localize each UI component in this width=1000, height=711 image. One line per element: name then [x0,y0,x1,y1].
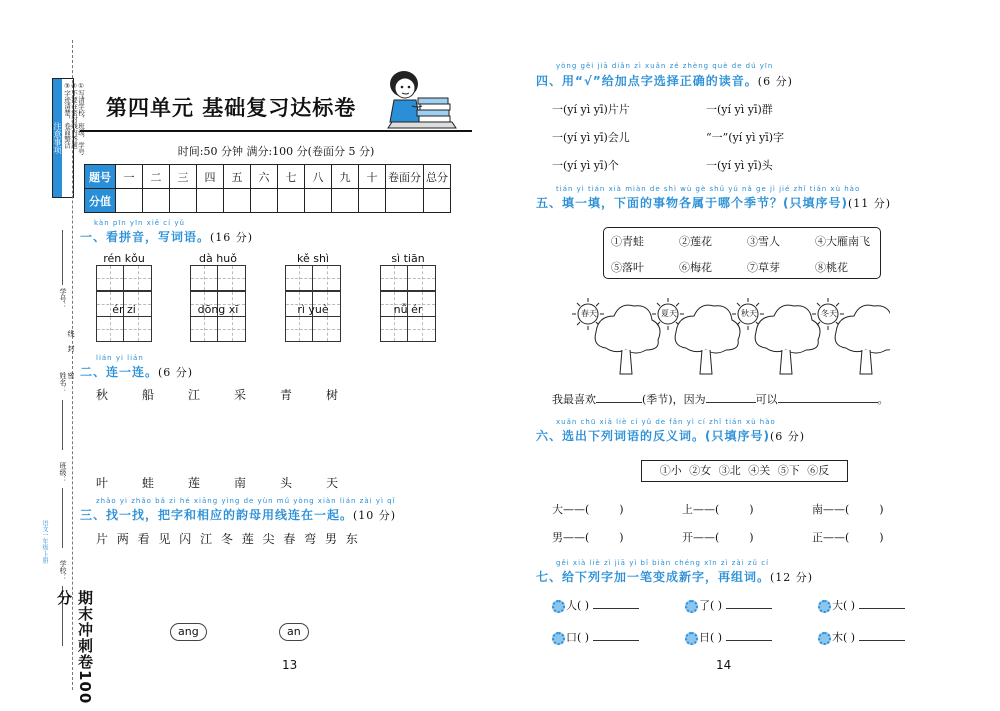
season-label-autumn: 秋天 [741,309,757,318]
season-option: ①青蛙 [611,235,644,248]
reason-blank[interactable] [706,393,756,403]
writing-grid[interactable] [285,316,341,342]
question-number-cell: 九 [332,165,359,189]
reading-choice[interactable]: 一(yí yì yī)片片 [552,103,630,116]
antonym-close: ) [749,531,754,544]
section-6-points: (6 分) [769,430,806,443]
stroke-item [552,629,639,645]
score-cell[interactable] [170,189,197,213]
student-id-blank[interactable] [62,230,63,285]
stroke-item [818,629,905,645]
section-2-points: (6 分) [158,366,194,379]
antonym-prompt: 开——( [682,531,720,544]
season-label-summer: 夏天 [661,309,677,318]
seal-word-feng: 封 [67,345,75,352]
section-3-pinyin: zhǎo yi zhǎo bǎ zì hé xiāng yìng de yùn mǔ yòng xiàn lián zài yì qǐ [96,497,396,505]
section-7-pinyin: gěi xià liè zì jiā yì bǐ biàn chéng xīn zì zài zǔ cí [556,559,770,567]
match-bottom-char[interactable]: 头 [280,476,293,490]
word-blank[interactable] [859,599,905,609]
pinyin-prompt: dà huǒ [199,252,237,265]
writing-grid[interactable] [96,265,152,291]
match-top-char[interactable]: 江 [188,388,201,402]
pinyin-prompt: ér zi [112,303,136,316]
notice-line: ①写清学校、班级、学号 [77,82,85,155]
writing-grid[interactable] [380,316,436,342]
section-2-title [80,363,193,380]
antonym-item [682,529,754,545]
score-table-header: 题号 [85,165,116,189]
score-table [84,164,451,213]
section-6-title [536,427,805,444]
section-3-title [80,506,396,523]
section-1-pinyin: kàn pīn yīn xiě cí yǔ [94,219,185,227]
question-number-cell: 七 [278,165,305,189]
reading-choice[interactable]: “一”(yí yì yī)字 [706,131,785,144]
flower-icon [552,632,565,645]
section-5-points: (11 分) [847,197,892,210]
antonym-prompt: 上——( [682,503,720,516]
flower-icon [685,600,698,613]
section-1-points: (16 分) [210,231,254,244]
section-5-title-text: 五、填一填，下面的事物各属于哪个季节？(只填序号) [536,196,848,210]
antonym-close: ) [879,531,884,544]
stroke-item [818,597,905,613]
word-blank[interactable] [593,631,639,641]
score-cell[interactable] [424,189,451,213]
sentence-part: 。 [877,393,889,406]
section-3-chars[interactable]: 片 两 看 见 闪 江 冬 莲 尖 春 弯 男 东 [96,532,358,546]
page-title: 第四单元 基础复习达标卷 [106,96,357,120]
season-trees-illustration [570,292,890,376]
antonym-close: ) [749,503,754,516]
notice-line: ③字迹清楚，卷面整洁 [63,82,71,149]
notice-lines [63,82,84,194]
writing-grid[interactable] [190,316,246,342]
antonym-prompt: 正——( [812,531,850,544]
school-label: 学校： [59,560,67,581]
section-6-title-text: 六、选出下列词语的反义词。(只填序号) [536,429,770,443]
antonym-item [552,501,624,517]
reading-choice[interactable]: 一(yí yì yī)头 [706,159,773,172]
pinyin-prompt: kě shì [296,252,329,265]
antonym-options: ①小 ②女 ③北 ④关 ⑤下 ⑥反 [641,460,848,482]
section-7-points: (12 分) [770,571,814,584]
brand-logo: 期末冲刺卷100分 [55,590,94,705]
stroke-item-char[interactable]: 日( ) [699,631,723,644]
antonym-item [552,529,624,545]
antonym-item [682,501,754,517]
writing-grid[interactable] [96,316,152,342]
boy-reading-illustration [382,64,462,130]
antonym-close: ) [879,503,884,516]
season-option: ④大雁南飞 [815,235,870,248]
score-cell[interactable] [143,189,170,213]
stroke-item-char[interactable]: 木( ) [832,631,856,644]
seal-word-xian: 线 [67,330,75,337]
writing-grid[interactable] [380,265,436,291]
section-5-title [536,194,891,211]
stroke-item-char[interactable]: 了( ) [699,599,723,612]
stroke-item-char[interactable]: 人( ) [566,599,590,612]
season-blank[interactable] [596,393,642,403]
season-option: ⑦草芽 [747,261,780,274]
antonym-item [812,529,884,545]
season-option: ③雪人 [747,235,780,248]
season-sentence [552,391,889,407]
antonym-prompt: 男——( [552,531,590,544]
student-id-label: 学号： [59,288,67,309]
stroke-item [552,597,639,613]
edition-label: 语文一年级·上册 [41,520,48,564]
pinyin-prompt: nǚ ér [393,303,423,316]
season-label-spring: 春天 [581,309,597,318]
flower-icon [552,600,565,613]
seal-word-mi: 密 [67,372,75,379]
question-number-cell: 总分 [424,165,451,189]
score-cell[interactable] [197,189,224,213]
section-4-points: (6 分) [757,75,793,88]
stroke-item-char[interactable]: 口( ) [566,631,590,644]
pinyin-prompt: dōng xī [197,303,239,316]
question-number-cell: 一 [116,165,143,189]
stroke-item [685,629,772,645]
pinyin-prompt: sì tiān [391,252,425,265]
section-6-pinyin: xuǎn chū xià liè cí yǔ de fǎn yì cí zhǐ tián xù hào [556,418,776,426]
writing-grid[interactable] [285,265,341,291]
section-4-pinyin: yòng gěi jiā diǎn zì xuǎn zé zhèng què de dú yīn [556,62,774,70]
match-bottom-char[interactable]: 叶 [96,476,109,490]
sentence-part: (季节)，因为 [642,393,706,406]
antonym-close: ) [619,503,624,516]
title-rule [80,130,472,132]
match-bottom-char[interactable]: 天 [326,476,339,490]
page-number: 13 [282,658,298,672]
pinyin-prompt: rén kǒu [103,252,145,265]
word-blank[interactable] [859,631,905,641]
name-blank[interactable] [62,400,63,450]
match-top-char[interactable]: 秋 [96,388,109,402]
section-4-title [536,72,793,89]
score-cell[interactable] [359,189,386,213]
flower-icon [818,600,831,613]
writing-grid[interactable] [190,265,246,291]
question-number-cell: 五 [224,165,251,189]
section-7-title [536,568,813,585]
final-oval-ang[interactable]: ang [170,623,207,641]
final-oval-an[interactable]: an [279,623,309,641]
match-top-char[interactable]: 青 [280,388,293,402]
section-2-pinyin: lián yi lián [96,354,144,362]
section-3-points: (10 分) [353,509,397,522]
match-bottom-char[interactable]: 蛙 [142,476,155,490]
antonym-item [812,501,884,517]
score-cell[interactable] [116,189,143,213]
sentence-part: 可以 [755,393,778,406]
antonym-close: ) [619,531,624,544]
question-number-cell: 三 [170,165,197,189]
word-blank[interactable] [726,631,772,641]
class-label: 班级： [59,462,67,483]
sentence-part: 我最喜欢 [552,393,596,406]
season-option: ⑤落叶 [611,261,644,274]
section-2-title-text: 二、连一连。 [80,365,159,379]
word-blank[interactable] [726,599,772,609]
pinyin-prompt: rì yuè [297,303,329,316]
question-number-cell: 四 [197,165,224,189]
word-blank[interactable] [593,599,639,609]
reading-choice[interactable]: 一(yí yì yī)群 [706,103,773,116]
question-number-cell: 卷面分 [386,165,424,189]
flower-icon [818,632,831,645]
section-7-title-text: 七、给下列字加一笔变成新字，再组词。 [536,570,771,584]
score-cell[interactable] [224,189,251,213]
match-bottom-char[interactable]: 莲 [188,476,201,490]
reading-choice[interactable]: 一(yí yì yī)个 [552,159,619,172]
class-blank[interactable] [62,488,63,548]
question-number-cell: 八 [305,165,332,189]
match-top-char[interactable]: 采 [234,388,247,402]
score-cell[interactable] [251,189,278,213]
section-3-title-text: 三、找一找，把字和相应的韵母用线连在一起。 [80,508,354,522]
section-1-title-text: 一、看拼音，写词语。 [80,230,211,244]
notice-line: ②不要在密封线内答题 [70,82,78,149]
flower-icon [685,632,698,645]
match-bottom-char[interactable]: 南 [234,476,247,490]
section-5-pinyin: tián yi tián xià miàn de shì wù gè shǔ yú nǎ ge jì jié zhǐ tián xù hào [556,185,861,193]
stroke-item [685,597,772,613]
exam-time-score: 时间:50 分钟 满分:100 分(卷面分 5 分) [177,145,375,158]
question-number-cell: 十 [359,165,386,189]
season-option: ⑧桃花 [815,261,848,274]
season-option: ⑥梅花 [679,261,712,274]
match-top-char[interactable]: 树 [326,388,339,402]
match-top-char[interactable]: 船 [142,388,155,402]
score-cell[interactable] [332,189,359,213]
antonym-prompt: 南——( [812,503,850,516]
notice-heading: 注意事项 [53,79,62,197]
antonym-prompt: 大——( [552,503,590,516]
section-1-title [80,228,253,245]
question-number-cell: 六 [251,165,278,189]
score-table-header: 分值 [85,189,116,213]
score-cell[interactable] [305,189,332,213]
section-4-title-text: 四、用“√”给加点字选择正确的读音。 [536,74,758,88]
question-number-cell: 二 [143,165,170,189]
season-label-winter: 冬天 [821,309,837,318]
activity-blank[interactable] [778,393,878,403]
name-label: 姓名： [59,372,67,393]
stroke-item-char[interactable]: 大( ) [832,599,856,612]
reading-choice[interactable]: 一(yí yì yī)会儿 [552,131,630,144]
score-cell[interactable] [386,189,424,213]
season-option: ②莲花 [679,235,712,248]
page-number: 14 [716,658,732,672]
score-cell[interactable] [278,189,305,213]
